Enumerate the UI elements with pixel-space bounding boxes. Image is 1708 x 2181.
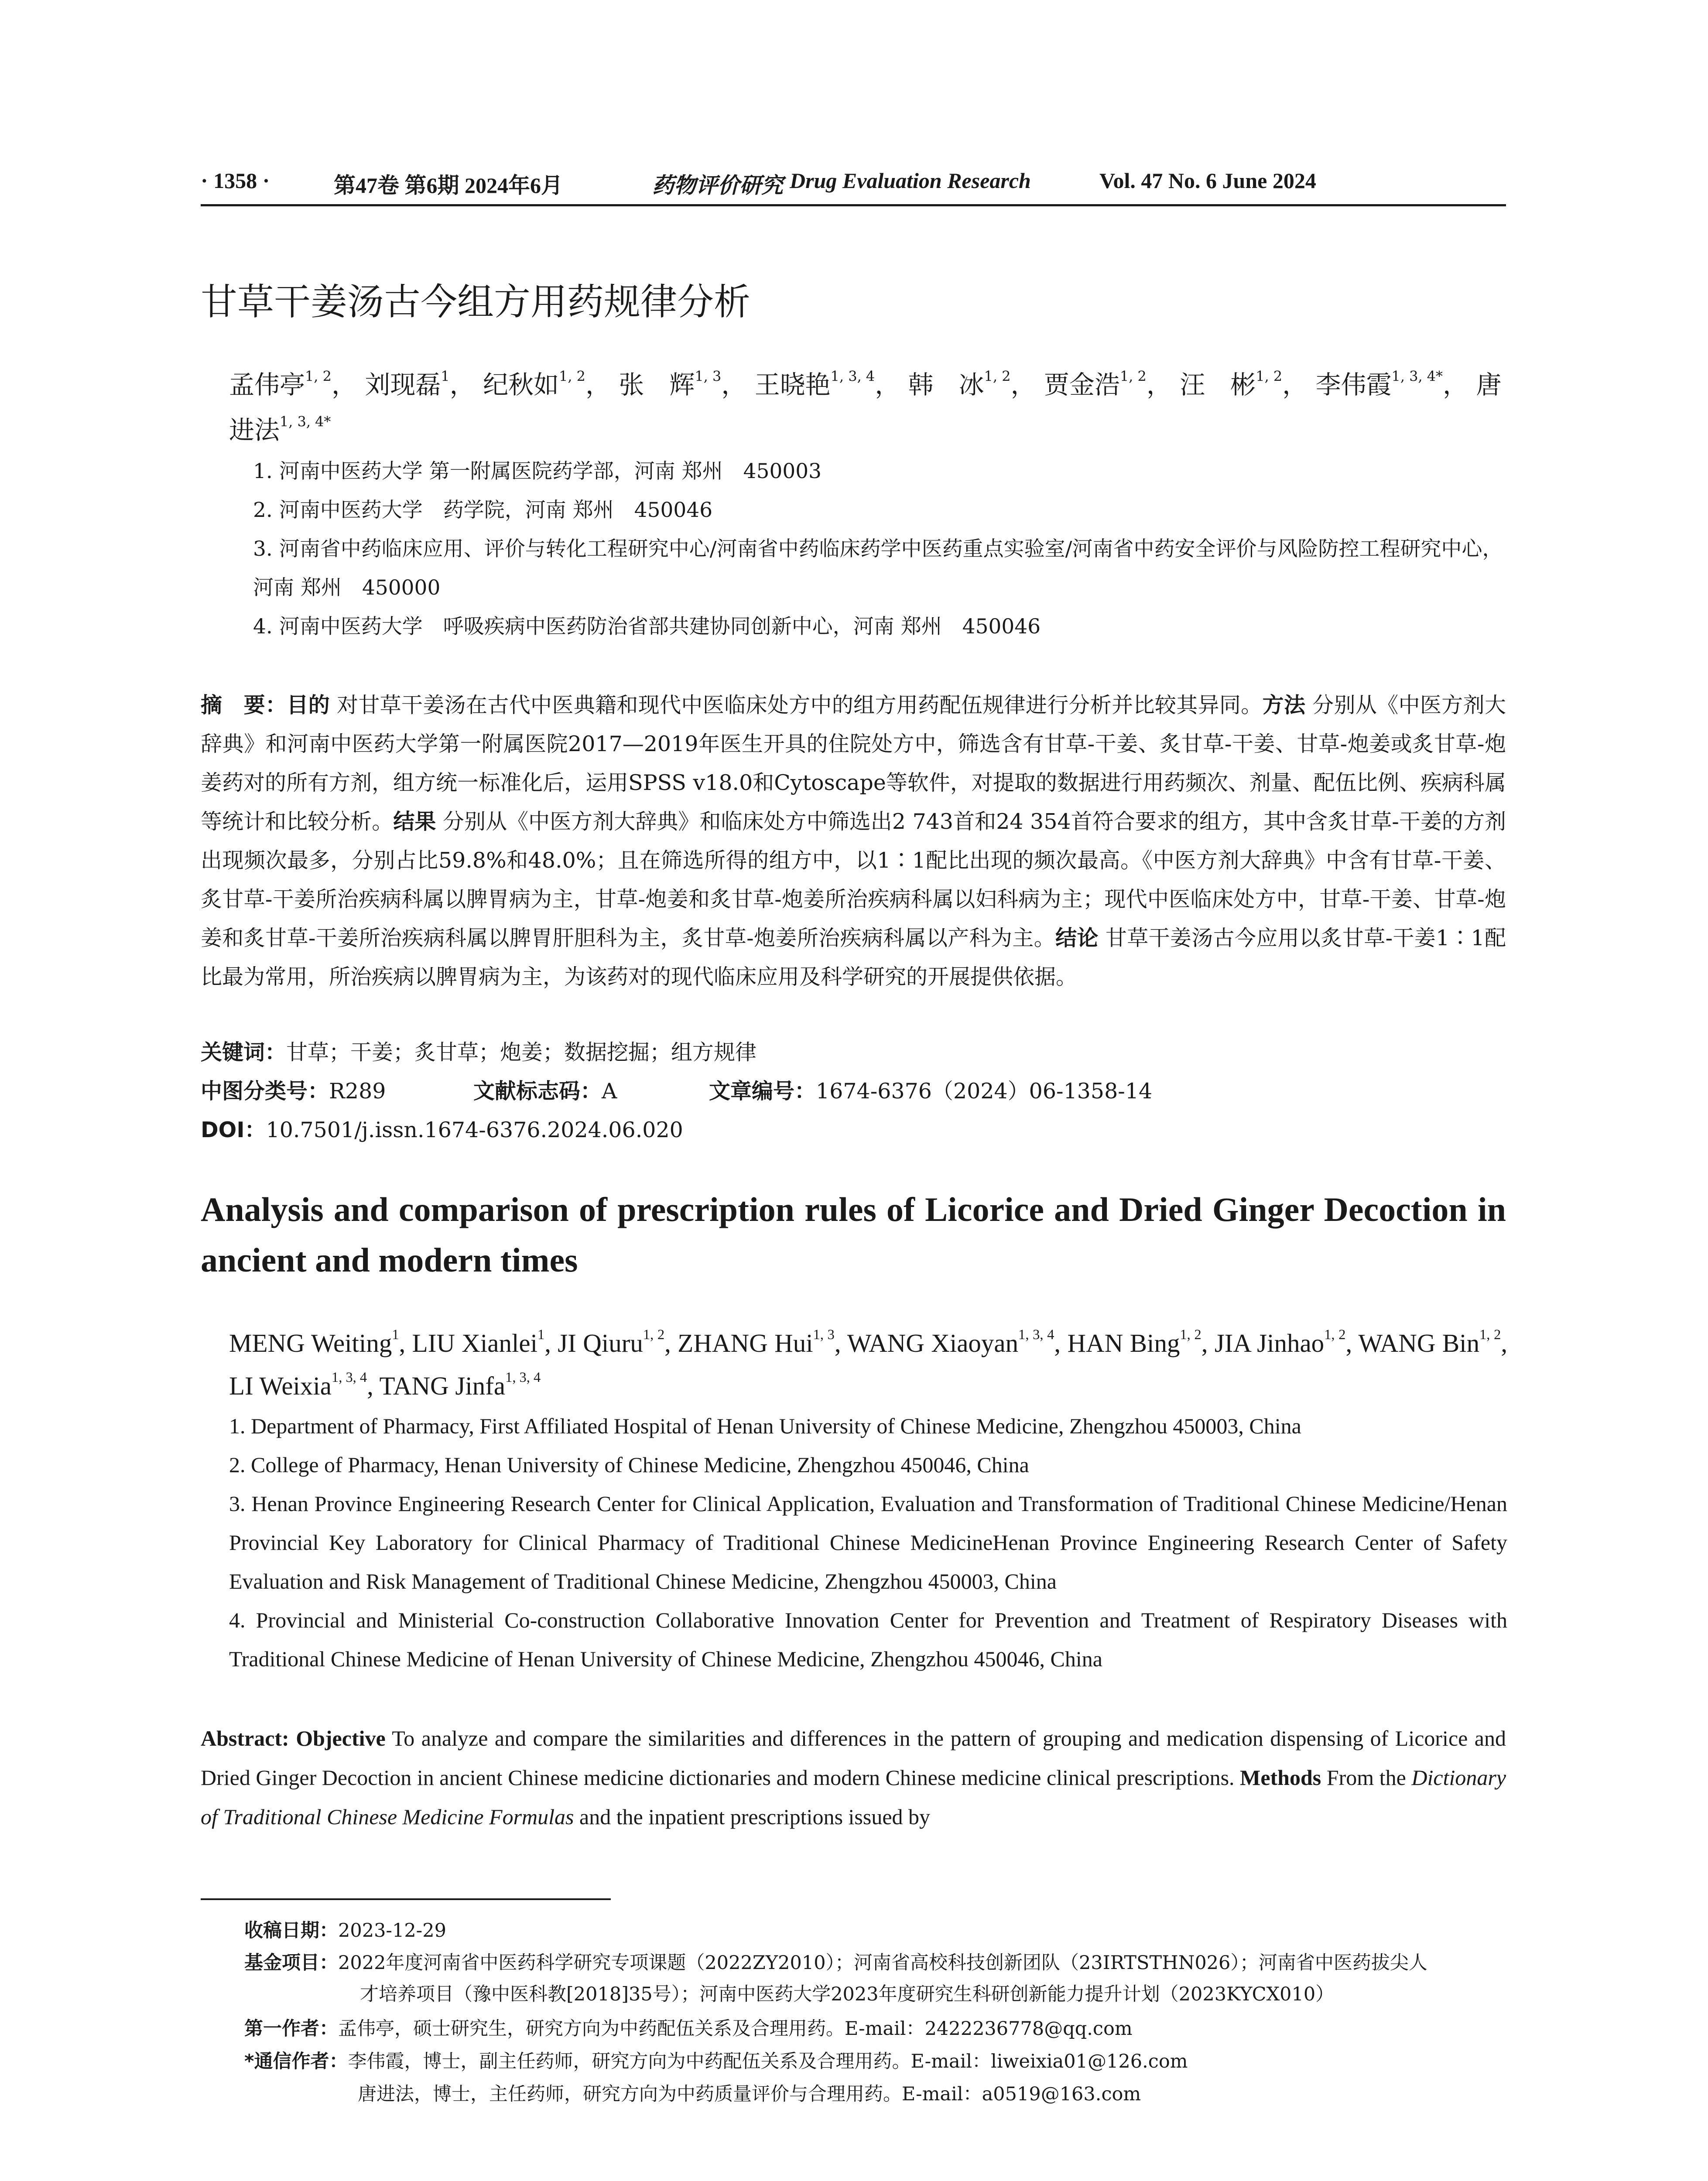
abstract-en-label: Abstract: [201, 1726, 289, 1750]
cn-author [619, 370, 746, 400]
en-author-affiliation-mark: 1, 3, 4 [1018, 1326, 1054, 1343]
abstract-en [201, 1719, 1506, 1836]
cn-author-separator: ， [331, 370, 357, 400]
en-author-name: JIA Jinhao [1214, 1329, 1325, 1357]
cn-author-affiliation-mark: 1, 3 [695, 368, 722, 385]
en-author-affiliation-mark: 1, 3, 4 [332, 1369, 367, 1385]
affiliation-en-2: 2. College of Pharmacy, Henan University of Chinese Medicine, Zhengzhou 450046, China [229, 1453, 1029, 1477]
en-author-name: LIU Xianlei [412, 1329, 537, 1357]
corresponding-text-1: 李伟霞，博士，副主任药师，研究方向为中药配伍关系及合理用药。E-mail：liweixia01@126.com [348, 2051, 1188, 2072]
journal-logo-cn: 药物评价研究 [652, 173, 783, 198]
en-author-name: TANG Jinfa [379, 1371, 506, 1400]
cn-author [365, 370, 475, 400]
en-author-affiliation-mark: 1, 2 [1180, 1326, 1201, 1343]
corresponding-text-2: 唐进法，博士，主任药师，研究方向为中药质量评价与合理用药。E-mail：a0519@163.com [358, 2083, 1141, 2105]
cn-author-name: 刘现磊 [365, 370, 441, 400]
en-author [558, 1326, 678, 1357]
affiliation-en-1: 1. Department of Pharmacy, First Affiliated Hospital of Henan University of Chinese Medicine, Zhengzhou 450003, China [229, 1414, 1301, 1438]
cn-author [908, 370, 1036, 400]
en-author-name: WANG Xiaoyan [847, 1329, 1019, 1357]
cn-author-separator: ， [721, 370, 747, 400]
en-author [229, 1371, 380, 1400]
results-cn: 分别从《中医方剂大辞典》和临床处方中筛选出2 743首和24 354首符合要求的组方，其中含炙甘草-干姜的方剂出现频次最多，分别占比59.8%和48.0%；且在筛选所得的组方中，以1∶1配比出现的频次最高。《中医方剂大辞典》中含有甘草-干姜、炙甘草-干姜所治疾病科属以脾胃病为主，甘草-炮姜和炙甘草-炮姜所治疾病科属以妇科病为主；现代中医临床处方中，甘草-干姜、甘草-炮姜和炙甘草-干姜所治疾病科属以脾胃肝胆科为主，炙甘草-炮姜所治疾病科属以产科为主。 [201, 809, 1506, 950]
en-author-separator: , [399, 1329, 412, 1357]
cn-author-name: 汪 彬 [1180, 370, 1256, 400]
objective-label-en: Objective [296, 1726, 386, 1750]
en-author [229, 1326, 412, 1357]
cn-author [1044, 370, 1172, 400]
first-author-text: 孟伟亭，硕士研究生，研究方向为中药配伍关系及合理用药。E-mail：2422236778@qq.com [338, 2018, 1133, 2040]
author-list-cn [229, 362, 1507, 453]
en-author [412, 1326, 558, 1357]
en-author [380, 1371, 541, 1400]
cn-author-name: 韩 冰 [908, 370, 984, 400]
page-number: · 1358 · [201, 168, 270, 193]
cn-author-affiliation-mark: 1, 3, 4* [1391, 368, 1443, 385]
doc-code-value: A [602, 1079, 617, 1104]
cn-author-separator: ， [875, 370, 900, 400]
fund-line-1: 2022年度河南省中医药科学研究专项课题（2022ZY2010）；河南省高校科技创新团队（23IRTSTHN026）；河南省中医药拔尖人 [338, 1952, 1427, 1974]
affiliation-cn-3: 3. 河南省中药临床应用、评价与转化工程研究中心/河南省中药临床药学中医药重点实验室/河南省中药安全评价与风险防控工程研究中心，河南 郑州 450000 [253, 537, 1503, 600]
en-author-affiliation-mark: 1, 2 [643, 1326, 665, 1343]
conclusion-label-cn: 结论 [1055, 926, 1099, 950]
author-list-en [229, 1322, 1507, 1407]
issue-en: Vol. 47 No. 6 June 2024 [1099, 168, 1316, 193]
en-author-name: JI Qiuru [558, 1329, 643, 1357]
footnote-corresponding-cont [358, 2078, 1509, 2110]
en-author [678, 1326, 847, 1357]
en-author-affiliation-mark: 1, 3, 4 [505, 1369, 541, 1385]
doi-label: DOI： [201, 1118, 266, 1142]
en-author-separator: , [367, 1371, 380, 1400]
en-author-affiliation-mark: 1, 2 [1324, 1326, 1346, 1343]
objective-en: To analyze and compare the similarities and differences in the pattern of grouping and medication dispensing of Licorice and Dried Ginger Decoction in ancient Chinese medicine dictionaries and modern Chinese medicine clinical prescriptions. [201, 1726, 1506, 1790]
cn-author-affiliation-mark: 1, 2 [1256, 368, 1283, 385]
en-author [1214, 1326, 1359, 1357]
en-author-separator: , [1201, 1329, 1215, 1357]
conclusion-cn: 甘草干姜汤古今应用以炙甘草-干姜1∶1配比最为常用，所治疾病以脾胃病为主，为该药对的现代临床应用及科学研究的开展提供依据。 [201, 926, 1506, 989]
en-author-name: HAN Bing [1067, 1329, 1180, 1357]
objective-cn: 对甘草干姜汤在古代中医典籍和现代中医临床处方中的组方用药配伍规律进行分析并比较其异同。 [336, 693, 1263, 718]
article-no-label: 文章编号： [709, 1079, 816, 1104]
footnote-fund-cont [360, 1979, 1512, 2010]
cn-author-separator: ， [1010, 370, 1036, 400]
en-author-name: LI Weixia [229, 1371, 332, 1400]
methods-en-post: and the inpatient prescriptions issued by [579, 1805, 931, 1829]
en-author-separator: , [664, 1329, 678, 1357]
methods-en-pre: From the [1326, 1765, 1406, 1790]
received-date: 2023-12-29 [338, 1920, 446, 1942]
en-author-separator: , [544, 1329, 558, 1357]
cn-author-name: 贾金浩 [1044, 370, 1120, 400]
footnote-corresponding [244, 2046, 1509, 2077]
affiliation-en-4: 4. Provincial and Ministerial Co-construction Collaborative Innovation Center for Prevention and Treatment of Respiratory Diseases with Traditional Chinese Medicine of Henan University of Chinese Medicine, Zhengzhou 450046, China [229, 1608, 1507, 1671]
article-title-en: Analysis and comparison of prescription rules of Licorice and Dried Ginger Decoction in ancient and modern times [201, 1190, 1506, 1279]
abstract-cn [201, 686, 1506, 996]
article-title-cn: 甘草干姜汤古今组方用药规律分析 [201, 280, 751, 323]
doi-line [201, 1111, 1506, 1149]
journal-name-en: Drug Evaluation Research [790, 168, 1031, 193]
keywords-cn-text: 甘草；干姜；炙甘草；炮姜；数据挖掘；组方规律 [286, 1040, 757, 1065]
cn-author-name: 纪秋如 [483, 370, 559, 400]
en-author-affiliation-mark: 1, 2 [1479, 1326, 1501, 1343]
article-no-value: 1674-6376（2024）06-1358-14 [816, 1079, 1153, 1104]
running-header [201, 168, 1509, 203]
footnote-first-author [244, 2013, 1509, 2044]
cn-author [483, 370, 611, 400]
abstract-cn-label: 摘 要： [201, 693, 287, 718]
en-author-name: MENG Weiting [229, 1329, 392, 1357]
affiliation-cn-4: 4. 河南中医药大学 呼吸疾病中医药防治省部共建协同创新中心，河南 郑州 450046 [253, 615, 1041, 639]
clc-label: 中图分类号： [201, 1079, 329, 1104]
cn-author-affiliation-mark: 1, 3, 4* [280, 413, 331, 430]
cn-author-name: 张 辉 [619, 370, 695, 400]
results-label-cn: 结果 [393, 809, 436, 834]
header-rule [201, 204, 1506, 206]
cn-author-affiliation-mark: 1, 2 [559, 368, 585, 385]
fund-label: 基金项目： [244, 1952, 338, 1974]
en-author-separator: , [1345, 1329, 1359, 1357]
cn-author-separator: ， [1282, 370, 1308, 400]
affiliations-cn [253, 452, 1509, 646]
cn-author [1180, 370, 1308, 400]
corresponding-label: *通信作者： [244, 2051, 348, 2072]
cn-author-name: 李伟霞 [1315, 370, 1392, 400]
en-author-separator: , [834, 1329, 847, 1357]
footnote-fund [244, 1947, 1509, 1979]
issue-cn: 第47卷 第6期 2024年6月 [334, 173, 563, 198]
en-author-name: WANG Bin [1358, 1329, 1480, 1357]
methods-label-cn: 方法 [1262, 693, 1306, 718]
fund-line-2: 才培养项目（豫中医科教[2018]35号）；河南中医药大学2023年度研究生科研创新能力提升计划（2023KYCX010） [360, 1983, 1335, 2005]
methods-label-en: Methods [1240, 1765, 1321, 1790]
en-author-affiliation-mark: 1, 3 [813, 1326, 835, 1343]
en-author-separator: , [1501, 1329, 1508, 1357]
cn-author-separator: ， [449, 370, 475, 400]
methods-cn: 分别从《中医方剂大辞典》和河南中医药大学第一附属医院2017—2019年医生开具的住院处方中，筛选含有甘草-干姜、炙甘草-干姜、甘草-炮姜或炙甘草-炮姜药对的所有方剂，组方统一标准化后，运用SPSS v18.0和Cytoscape等软件，对提取的数据进行用药频次、剂量、配伍比例、疾病科属等统计和比较分析。 [201, 693, 1506, 834]
affiliation-cn-1: 1. 河南中医药大学 第一附属医院药学部，河南 郑州 450003 [253, 459, 822, 483]
en-author-name: ZHANG Hui [678, 1329, 813, 1357]
cn-author-separator: ， [1146, 370, 1172, 400]
cn-author-affiliation-mark: 1, 2 [305, 368, 332, 385]
keywords-cn [201, 1033, 1506, 1072]
en-author [1067, 1326, 1215, 1357]
cn-author-separator: ， [1443, 370, 1468, 400]
en-author-affiliation-mark: 1 [392, 1326, 399, 1343]
en-author [1358, 1326, 1508, 1357]
en-author [847, 1326, 1068, 1357]
methods-en-book: Dictionary of Traditional Chinese Medicine Formulas [201, 1765, 1506, 1829]
cn-author-separator: ， [585, 370, 611, 400]
clc-value: R289 [329, 1079, 386, 1104]
received-label: 收稿日期： [244, 1920, 338, 1942]
cn-author-name: 王晓艳 [754, 370, 831, 400]
cn-author-name: 唐进法 [229, 370, 1502, 445]
cn-author-affiliation-mark: 1, 3, 4 [830, 368, 875, 385]
affiliation-en-3: 3. Henan Province Engineering Research Center for Clinical Application, Evaluation and Transformation of Traditional Chinese Medicine/Henan Provincial Key Laboratory for Clinical Pharmacy of Traditional Chinese MedicineHenan Province Engineering Research Center of Safety Evaluation and Risk Management of Traditional Chinese Medicine, Zhengzhou 450003, China [229, 1491, 1507, 1593]
cn-author [1316, 370, 1468, 400]
en-author-affiliation-mark: 1 [537, 1326, 545, 1343]
cn-author-name: 孟伟亭 [229, 370, 305, 400]
doc-code-label: 文献标志码： [473, 1079, 602, 1104]
affiliations-en [229, 1407, 1507, 1678]
first-author-label: 第一作者： [244, 2018, 338, 2040]
footnote-received [244, 1915, 1509, 1946]
cn-author-affiliation-mark: 1 [441, 368, 450, 385]
affiliation-cn-2: 2. 河南中医药大学 药学院，河南 郑州 450046 [253, 498, 713, 522]
en-author-separator: , [1054, 1329, 1068, 1357]
cn-author [755, 370, 900, 400]
cn-author-affiliation-mark: 1, 2 [984, 368, 1011, 385]
keywords-cn-label: 关键词： [201, 1040, 287, 1065]
cn-author [229, 370, 357, 400]
objective-label-cn: 目的 [287, 693, 330, 718]
cn-author-affiliation-mark: 1, 2 [1119, 368, 1147, 385]
doi-value: 10.7501/j.issn.1674-6376.2024.06.020 [266, 1118, 683, 1142]
footnote-rule [201, 1898, 611, 1900]
